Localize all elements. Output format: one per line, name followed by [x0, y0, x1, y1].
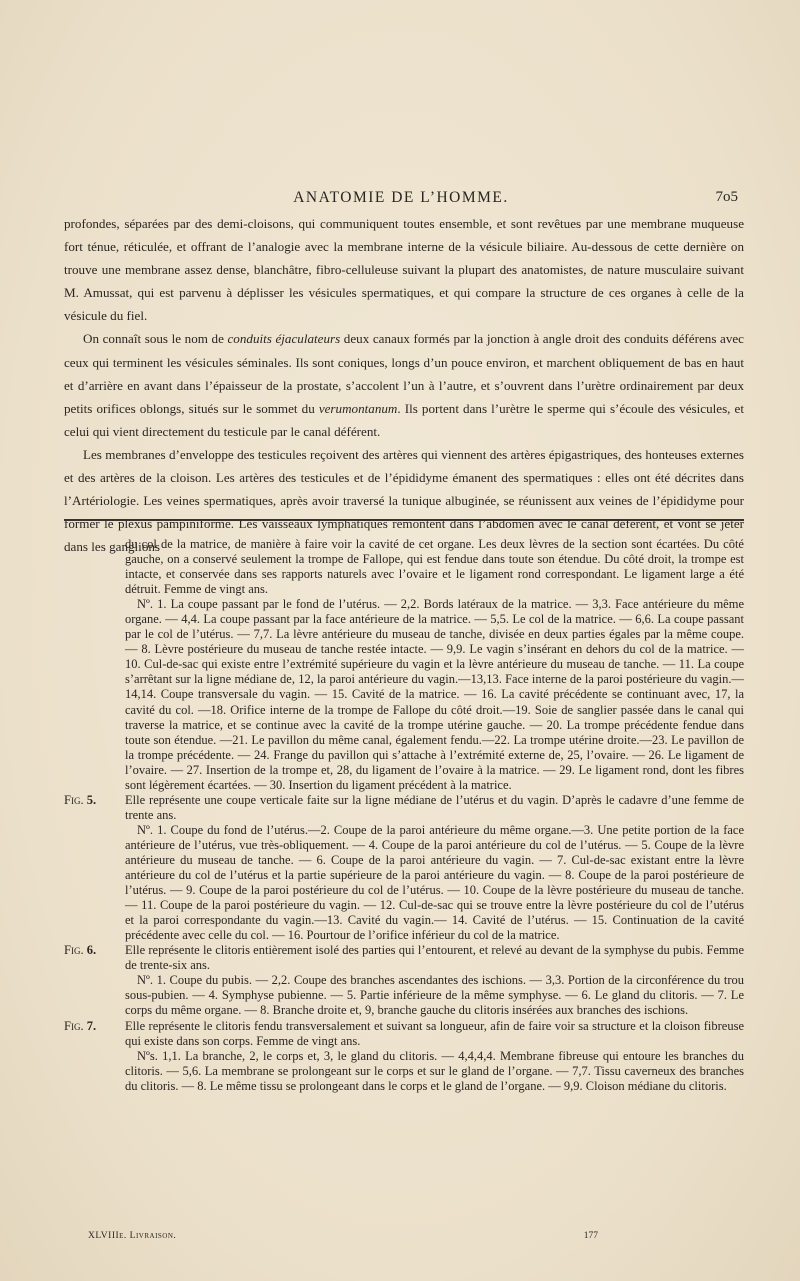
page-footer: [88, 1231, 598, 1247]
figure-number: 7.: [86, 1018, 97, 1033]
text-span: deux canaux formés par la jonction à angle droit des conduits déférens avec ceux qui terminent les vésicules séminales. Ils sont coniques, longs d’un pouce environ, et marchent obliquement de bas en haut et d’arrière en avant dans l’épaisseur de la prostate, s’accolent l’un à l’autre, et s’ouvrent dans l’urètre ordinairement par deux petits orifices oblongs, situés sur le sommet du: [64, 331, 744, 416]
figure-word: Fig.: [64, 1018, 84, 1033]
figure-5-label: [64, 793, 125, 808]
page-number: 7o5: [715, 189, 738, 205]
figure-5-text: Elle représente une coupe verticale faite sur la ligne médiane de l’utérus et du vagin. D’après le cadavre d’une femme de trente ans.: [125, 792, 744, 822]
main-text: [64, 212, 744, 558]
figure-caption-continued: du col de la matrice, de manière à faire voir la cavité de cet organe. Les deux lèvres de la section sont écartées. Du côté gauche, on a conservé seulement la trompe de Fallope, qui est fendue dans toute son étendue. Du côté droit, la trompe est intacte, et conservée dans ses rapports naturels avec l’ovaire et le ligament rond correspondant. Le ligament large a été détruit. Femme de vingt ans.: [125, 537, 744, 597]
figure-7-legend: Nºs. 1,1. La branche, 2, le corps et, 3, le gland du clitoris. — 4,4,4,4. Membrane fibreuse qui entoure les branches du clitoris. — 5,6. La membrane se prolongeant sur le corps et sur le gland de l’organe. — 7,7. Tissu caverneux des branches du clitoris. — 8. Le même tissu se prolongeant dans le corps et le gland de l’organe. — 9,9. Cloison médiane du clitoris.: [125, 1048, 744, 1093]
figure-6-caption: [64, 943, 744, 973]
figure-7-caption: [64, 1019, 744, 1049]
running-title: ANATOMIE DE L’HOMME.: [293, 189, 509, 206]
figure-7-text: Elle représente le clitoris fendu transversalement et suivant sa longueur, afin de faire voir sa structure et la cloison fibreuse qui existe dans son corps. Femme de vingt ans.: [125, 1018, 744, 1048]
section-divider: [64, 519, 744, 521]
figure-word: Fig.: [64, 943, 84, 958]
page-header: [64, 189, 738, 209]
figure-6-label: [64, 943, 125, 958]
paragraph: [64, 327, 744, 442]
livraison-label: XLVIIIe. Livraison.: [88, 1231, 177, 1241]
figure-word: Fig.: [64, 792, 84, 807]
figure-number: 6.: [86, 943, 97, 958]
figure-notes: [64, 537, 744, 1094]
text-span: On connaît sous le nom de: [83, 331, 228, 347]
figure-6-legend: Nº. 1. Coupe du pubis. — 2,2. Coupe des branches ascendantes des ischions. — 3,3. Portion de la circonférence du trou sous-pubien. — 4. Symphyse pubienne. — 5. Partie inférieure de la même symphyse. — 6. Le gland du clitoris. — 7. Le corps du même organe. — 8. Branche droite et, 9, branche gauche du clitoris insérées aux branches des ischions.: [125, 973, 744, 1018]
figure-5-caption: [64, 793, 744, 823]
text-span: . Ils portent dans l’urètre le sperme qui s’écoule des vésicules, et celui qui vient directement du testicule par le canal déférent.: [64, 400, 744, 439]
figure-number: 5.: [86, 792, 97, 807]
figure-7-label: [64, 1019, 125, 1034]
term-verumontanum: verumontanum: [318, 400, 398, 416]
signature-mark: 177: [583, 1231, 598, 1241]
figure-5-legend: Nº. 1. Coupe du fond de l’utérus.—2. Coupe de la paroi antérieure du même organe.—3. Une petite portion de la face antérieure de l’utérus, vue très-obliquement. — 4. Coupe de la paroi antérieure du col de l’utérus. — 5. Coupe de la lèvre antérieure du museau de tanche. — 6. Coupe de la paroi antérieure du vagin. — 7. Cul-de-sac existant entre la lèvre antérieure du col de l’utérus et la partie supérieure de la paroi antérieure du vagin. — 8. Coupe de la paroi postérieure de l’utérus. — 9. Coupe de la paroi postérieure du col de l’utérus. — 10. Coupe de la lèvre postérieure du museau de tanche. — 11. Coupe de la paroi postérieure du vagin. — 12. Cul-de-sac qui se trouve entre la lèvre postérieure du col de l’utérus et la paroi correspondante du vagin.—13. Cavité du vagin.— 14. Cavité de l’utérus. — 15. Continuation de la cavité précédente avec celle du col. — 16. Pourtour de l’orifice inférieur du col de la matrice.: [125, 822, 744, 943]
figure-legend-numbers: Nº. 1. La coupe passant par le fond de l’utérus. — 2,2. Bords latéraux de la matrice. — 3,3. Face antérieure du même organe. — 4,4. La coupe passant par la face antérieure de la matrice. — 5,5. Le col de la matrice. — 6,6. La coupe passant par le col de l’utérus. — 7,7. La lèvre antérieure du museau de tanche, divisée en deux parties égales par la même coupe. — 8. Lèvre postérieure du museau de tanche restée intacte. — 9,9. Le vagin s’insérant en dehors du col de la matrice. — 10. Cul-de-sac qui existe entre l’extrémité supérieure du vagin et la lèvre antérieure du museau de tanche. — 11. La coupe s’arrêtant sur la ligne médiane de, 12, la paroi antérieure du vagin.—13,13. Face interne de la paroi postérieure du vagin.—14,14. Coupe transversale du vagin. — 15. Cavité de la matrice. — 16. La cavité précédente se continuant avec, 17, la cavité du col. —18. Orifice interne de la trompe de Fallope du côté droit.—19. Soie de sanglier passée dans le canal qui traverse la matrice, et se continue avec la cavité de la trompe utérine gauche. — 20. La trompe précédente fendue dans toute son étendue. —21. Le pavillon du même canal, également fendu.—22. La trompe utérine droite.—23. Le pavillon de la trompe précédente. — 24. Frange du pavillon qui s’attache à l’extrémité externe de, 25, l’ovaire. — 26. Le ligament de l’ovaire. — 27. Insertion de la trompe et, 28, du ligament de l’ovaire à la matrice. — 29. Le ligament rond, dont les fibres sont légèrement écartées. — 30. Insertion du ligament précédent à la matrice.: [125, 597, 744, 792]
paragraph: profondes, séparées par des demi-cloisons, qui communiquent toutes ensemble, et sont revêtues par une membrane muqueuse fort ténue, réticulée, et offrant de l’analogie avec la membrane interne de la vésicule biliaire. Au-dessous de cette dernière on trouve une membrane assez dense, blanchâtre, fibro-celluleuse suivant la plupart des anatomistes, de nature musculaire suivant M. Amussat, qui est parvenu à déplisser les vésicules spermatiques, et qui compare la structure de ces organes à celle de la vésicule du fiel.: [64, 216, 744, 324]
paragraph: Les membranes d’enveloppe des testicules reçoivent des artères qui viennent des artères épigastriques, des honteuses externes et des artères de la cloison. Les artères des testicules et de l’épididyme émanent des spermatiques : elles ont été décrites dans l’Artériologie. Les veines spermatiques, après avoir traversé la tunique albuginée, se réunissent aux veines de l’épididyme pour former le plexus pampiniforme. Les vaisseaux lymphatiques remontent dans l’abdomen avec le canal déférent, et vont se jeter dans les ganglions: [64, 446, 744, 555]
figure-6-text: Elle représente le clitoris entièrement isolé des parties qui l’entourent, et relevé au devant de la symphyse du pubis. Femme de trente-six ans.: [125, 943, 744, 973]
term-conduits-ejaculateurs: conduits éjaculateurs: [227, 331, 341, 347]
